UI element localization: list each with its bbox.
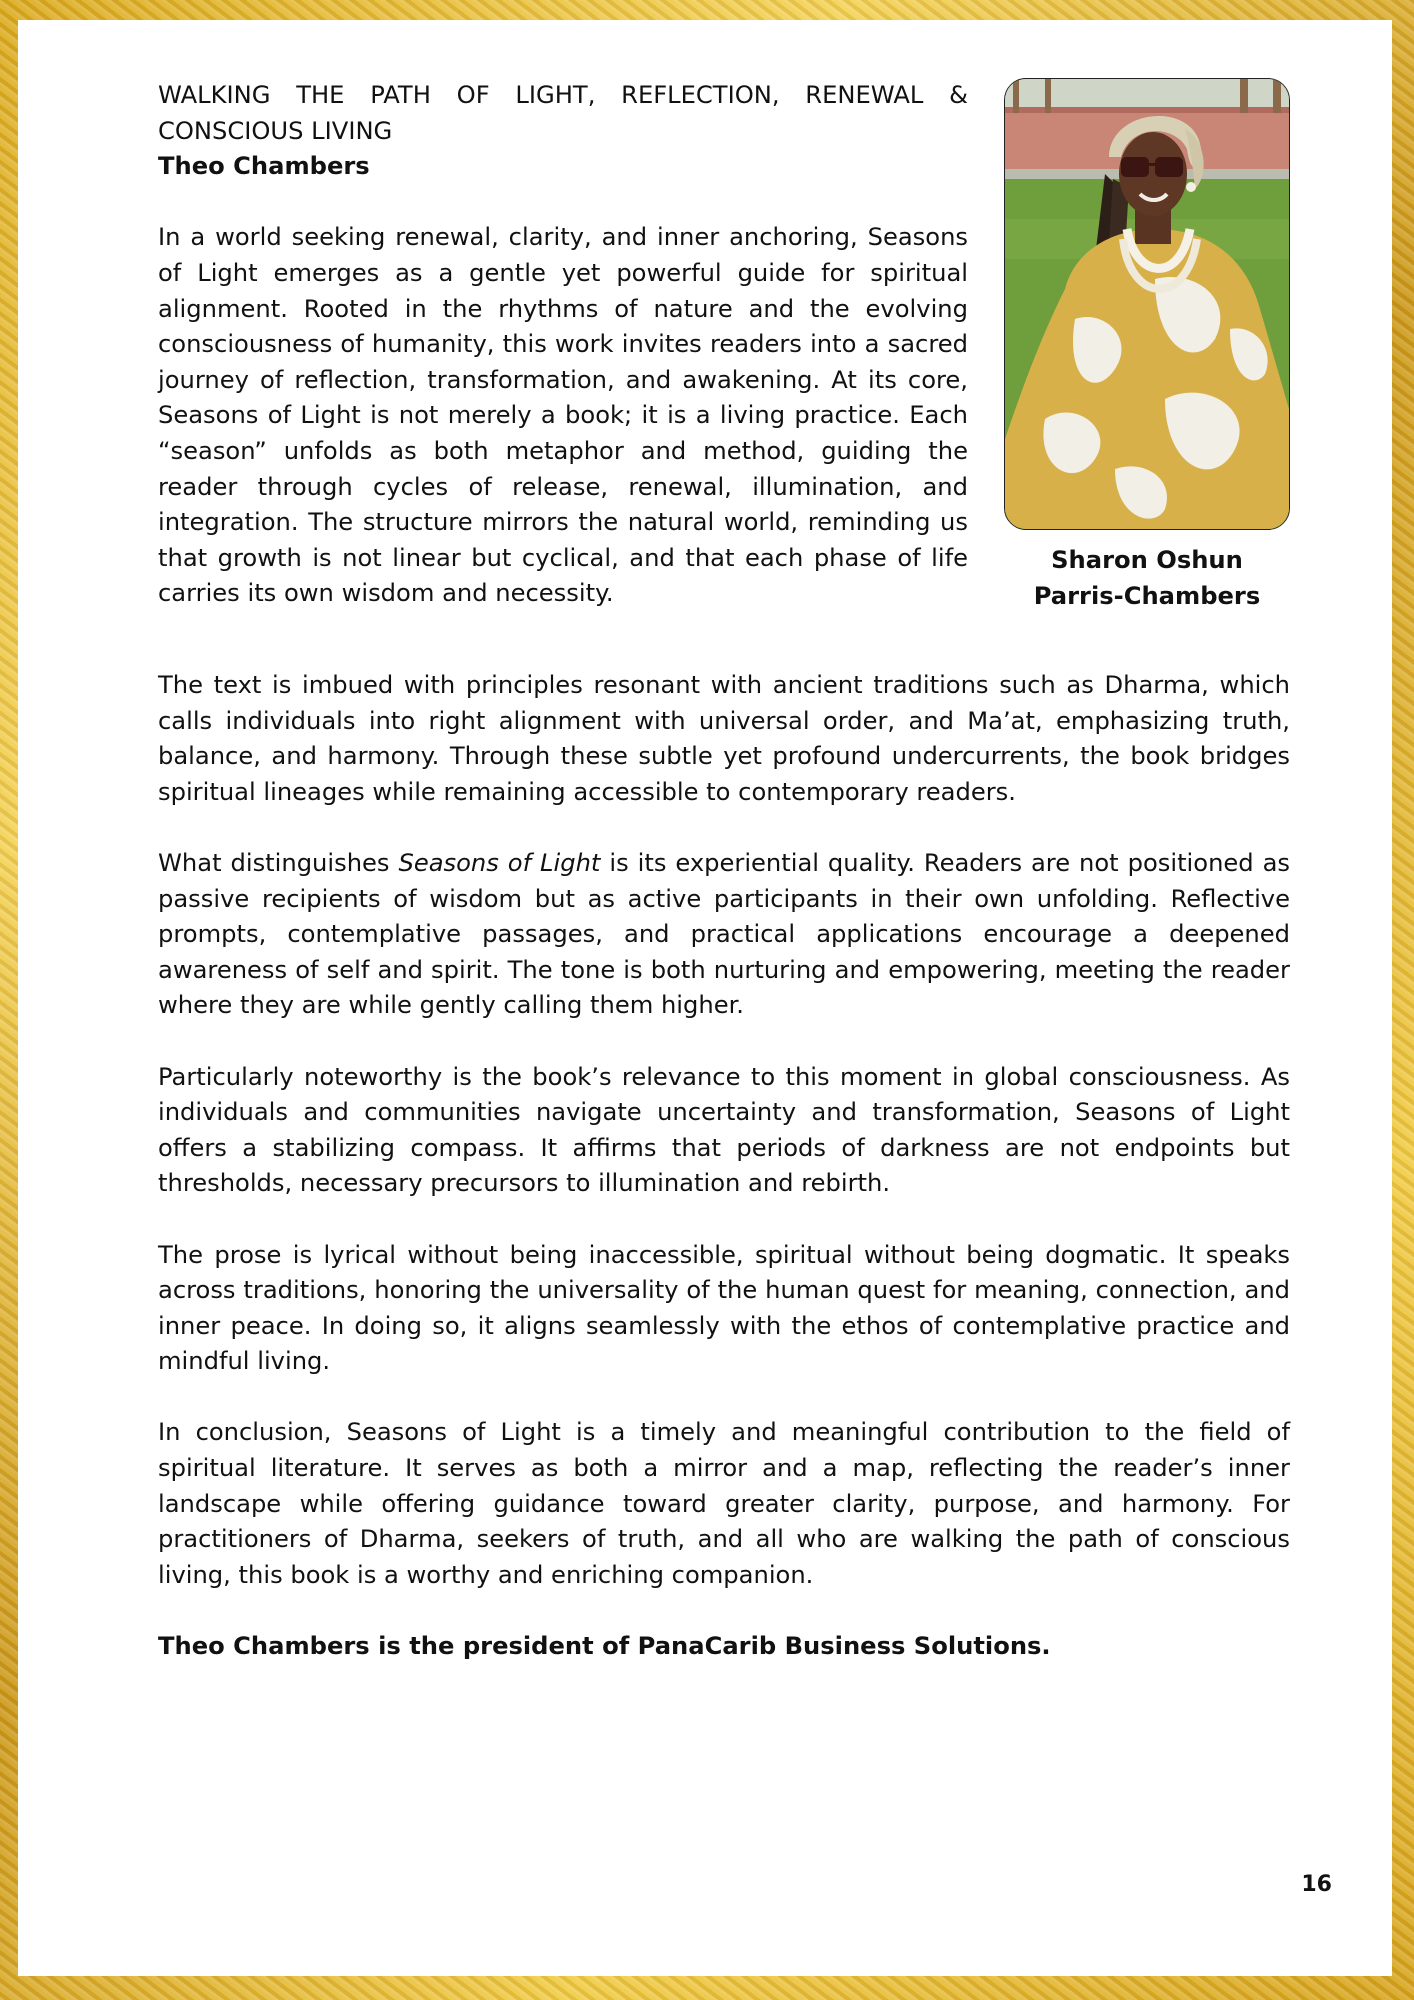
article-kicker: WALKING THE PATH OF LIGHT, REFLECTION, RENEWAL & CONSCIOUS LIVING <box>158 81 968 145</box>
author-photo-block <box>1004 78 1290 614</box>
article-intro-column <box>158 78 968 612</box>
article <box>158 78 1290 1665</box>
article-paragraph: The prose is lyrical without being inaccessible, spiritual without being dogmatic. It speaks across traditions, honoring the universality of the human quest for meaning, connection, and inner peace. In doing so, it aligns seamlessly with the ethos of contemplative practice and mindful living. <box>158 1240 1290 1376</box>
author-bio: Theo Chambers is the president of PanaCarib Business Solutions. <box>158 1632 1051 1661</box>
paragraph-text: is its experiential quality. Readers are not positioned as passive recipients of wisdom but as active participants in their own unfolding. Reflective prompts, contemplative passages, and practical applications encourage a deepened awareness of self and spirit. The tone is both nurturing and empowering, meeting the reader where they are while gently calling them higher. <box>158 848 1290 1020</box>
article-paragraph <box>158 846 1290 1024</box>
article-top-block <box>158 78 1290 668</box>
page-number: 16 <box>1301 1872 1332 1897</box>
article-paragraph: The text is imbued with principles resonant with ancient traditions such as Dharma, which calls individuals into right alignment with universal order, and Ma’at, emphasizing truth, balance, and harmony. Through these subtle yet profound undercurrents, the book bridges spiritual lineages while remaining accessible to contemporary readers. <box>158 671 1290 806</box>
photo-caption-line: Sharon Oshun <box>1051 546 1243 574</box>
article-paragraph: In conclusion, Seasons of Light is a timely and meaningful contribution to the field of spiritual literature. It serves as both a mirror and a map, reflecting the reader’s inner landscape while offering guidance toward greater clarity, purpose, and harmony. For practitioners of Dharma, seekers of truth, and all who are walking the path of conscious living, this book is a worthy and enriching companion. <box>158 1418 1290 1589</box>
article-paragraph: In a world seeking renewal, clarity, and inner anchoring, Seasons of Light emerges as a gentle yet powerful guide for spiritual alignment. Rooted in the rhythms of nature and the evolving consciousness of humanity, this work invites readers into a sacred journey of reflection, transformation, and awakening. At its core, Seasons of Light is not merely a book; it is a living practice. Each “season” unfolds as both metaphor and method, guiding the reader through cycles of release, renewal, illumination, and integration. The structure mirrors the natural world, reminding us that growth is not linear but cyclical, and that each phase of life carries its own wisdom and necessity. <box>158 223 968 608</box>
article-author: Theo Chambers <box>158 152 370 181</box>
author-photo <box>1004 78 1290 530</box>
article-body <box>158 668 1290 1665</box>
article-paragraph: Particularly noteworthy is the book’s relevance to this moment in global consciousness. As individuals and communities navigate uncertainty and transformation, Seasons of Light offers a stabilizing compass. It affirms that periods of darkness are not endpoints but thresholds, necessary precursors to illumination and rebirth. <box>158 1062 1290 1198</box>
photo-caption-line: Parris-Chambers <box>1033 582 1261 610</box>
page <box>18 20 1392 1976</box>
photo-caption <box>1004 542 1290 614</box>
book-title-italic: Seasons of Light <box>398 848 601 877</box>
paragraph-text: What distinguishes <box>158 848 399 877</box>
